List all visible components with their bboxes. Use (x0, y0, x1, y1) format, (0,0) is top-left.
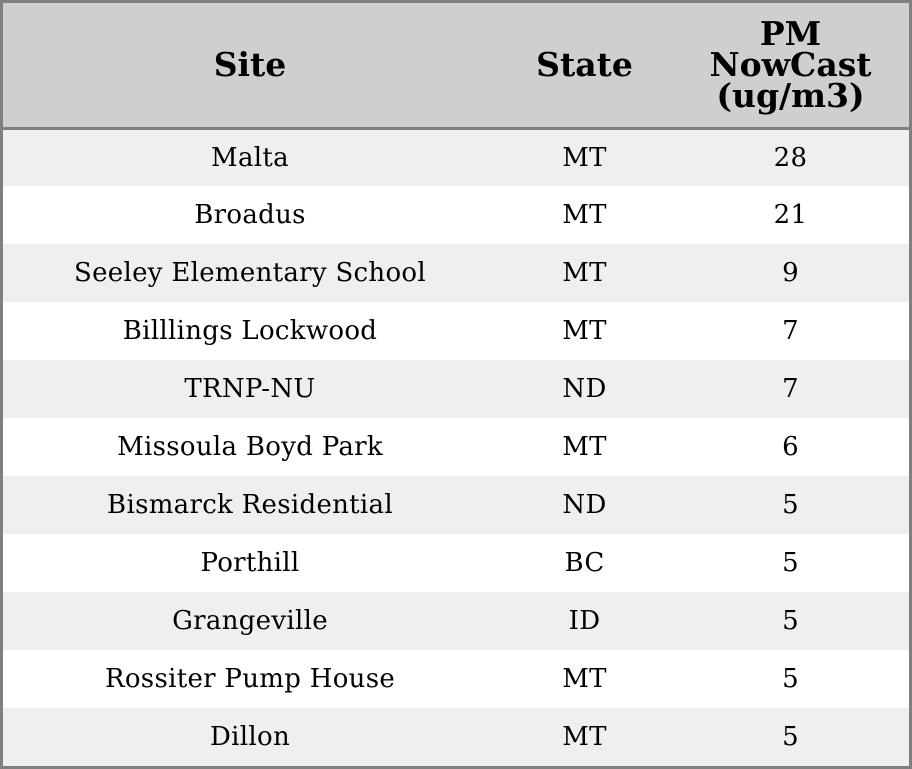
pm-value-cell: 7 (782, 316, 799, 346)
site-cell: Malta (211, 142, 289, 173)
table-header (3, 3, 909, 128)
state-cell: MT (562, 258, 607, 288)
state-cell: MT (562, 316, 607, 346)
table-row (3, 244, 909, 302)
state-cell: ND (562, 490, 607, 520)
pm-value-cell: 28 (773, 142, 808, 173)
state-cell: MT (562, 200, 607, 230)
pm-value-cell: 7 (782, 374, 799, 404)
state-cell: MT (562, 432, 607, 462)
pm-value-cell: 5 (782, 490, 799, 520)
table-row (3, 128, 909, 186)
site-cell: Bismarck Residential (107, 490, 393, 520)
header-site-text: Site (213, 45, 287, 85)
site-cell: TRNP-NU (184, 374, 316, 404)
pm-value-cell: 6 (782, 432, 799, 462)
table-row (3, 592, 909, 650)
site-cell: Broadus (194, 200, 306, 230)
table-row (3, 650, 909, 708)
state-cell: BC (564, 548, 605, 578)
pm-value-cell: 5 (782, 722, 799, 752)
header-state-text: State (536, 45, 633, 85)
header-pm-line-3: (ug/m3) (716, 76, 865, 116)
pm-value-cell: 5 (782, 664, 799, 694)
pm-value-cell: 5 (782, 548, 799, 578)
header-pm-nowcast (672, 3, 909, 128)
table-body (3, 128, 909, 766)
site-cell: Porthill (200, 548, 300, 578)
state-cell: MT (562, 664, 607, 694)
header-row (3, 3, 909, 128)
table-row (3, 534, 909, 592)
table-row (3, 708, 909, 766)
state-cell: ND (562, 374, 607, 404)
header-pm-line-2: NowCast (709, 45, 872, 85)
state-cell: MT (562, 142, 607, 173)
table-row (3, 302, 909, 360)
site-cell: Billlings Lockwood (122, 316, 378, 346)
header-site (3, 3, 497, 128)
site-cell: Missoula Boyd Park (117, 432, 383, 462)
site-cell: Grangeville (172, 606, 328, 636)
pm-value-cell: 9 (782, 258, 799, 288)
state-cell: MT (562, 722, 607, 752)
state-cell: ID (568, 606, 601, 636)
pm-nowcast-table (3, 3, 909, 766)
table-row (3, 360, 909, 418)
header-pm-line-1: PM (759, 14, 822, 54)
pm-value-cell: 21 (773, 200, 808, 230)
site-cell: Seeley Elementary School (74, 258, 426, 288)
table-row (3, 476, 909, 534)
pm-value-cell: 5 (782, 606, 799, 636)
site-cell: Dillon (210, 722, 290, 752)
header-state (497, 3, 672, 128)
site-cell: Rossiter Pump House (104, 664, 396, 694)
table-row (3, 418, 909, 476)
table-row (3, 186, 909, 244)
